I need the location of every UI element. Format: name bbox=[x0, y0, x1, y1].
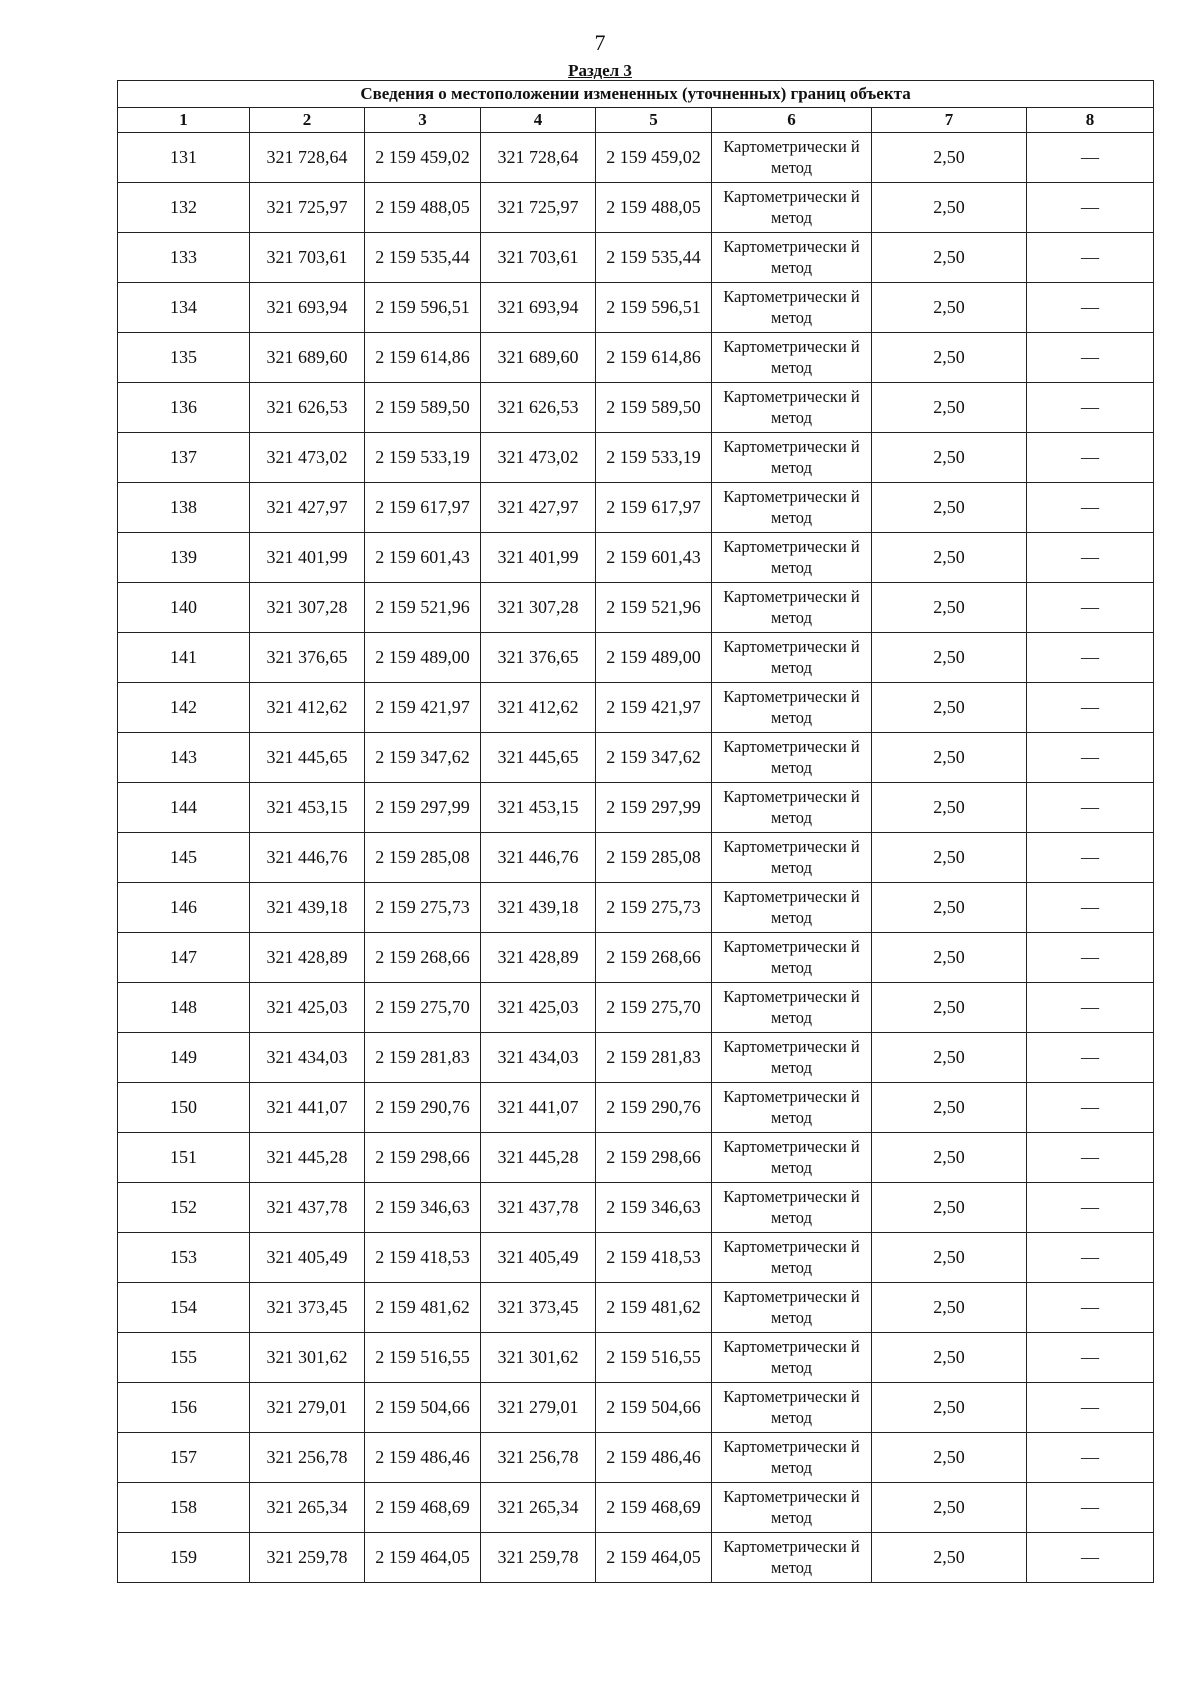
description-cell: — bbox=[1027, 1433, 1154, 1483]
accuracy-cell: 2,50 bbox=[872, 1433, 1027, 1483]
coordinates-table bbox=[117, 80, 1154, 1583]
accuracy-cell: 2,50 bbox=[872, 783, 1027, 833]
point-number-cell: 143 bbox=[118, 733, 250, 783]
accuracy-cell: 2,50 bbox=[872, 1283, 1027, 1333]
accuracy-cell: 2,50 bbox=[872, 683, 1027, 733]
description-cell: — bbox=[1027, 133, 1154, 183]
column-number: 2 bbox=[250, 108, 365, 133]
new-y-cell: 2 159 421,97 bbox=[596, 683, 712, 733]
old-x-cell: 321 256,78 bbox=[250, 1433, 365, 1483]
description-cell: — bbox=[1027, 683, 1154, 733]
description-cell: — bbox=[1027, 183, 1154, 233]
old-y-cell: 2 159 535,44 bbox=[365, 233, 481, 283]
new-x-cell: 321 307,28 bbox=[481, 583, 596, 633]
new-x-cell: 321 412,62 bbox=[481, 683, 596, 733]
new-y-cell: 2 159 481,62 bbox=[596, 1283, 712, 1333]
method-cell: Картометрически й метод bbox=[712, 633, 872, 683]
accuracy-cell: 2,50 bbox=[872, 1533, 1027, 1583]
new-y-cell: 2 159 297,99 bbox=[596, 783, 712, 833]
description-cell: — bbox=[1027, 533, 1154, 583]
point-number-cell: 142 bbox=[118, 683, 250, 733]
old-x-cell: 321 439,18 bbox=[250, 883, 365, 933]
new-x-cell: 321 453,15 bbox=[481, 783, 596, 833]
point-number-cell: 155 bbox=[118, 1333, 250, 1383]
accuracy-cell: 2,50 bbox=[872, 533, 1027, 583]
accuracy-cell: 2,50 bbox=[872, 883, 1027, 933]
old-y-cell: 2 159 459,02 bbox=[365, 133, 481, 183]
point-number-cell: 131 bbox=[118, 133, 250, 183]
table-row bbox=[118, 1383, 1154, 1433]
new-y-cell: 2 159 459,02 bbox=[596, 133, 712, 183]
new-x-cell: 321 373,45 bbox=[481, 1283, 596, 1333]
method-cell: Картометрически й метод bbox=[712, 183, 872, 233]
new-y-cell: 2 159 617,97 bbox=[596, 483, 712, 533]
old-x-cell: 321 693,94 bbox=[250, 283, 365, 333]
old-x-cell: 321 728,64 bbox=[250, 133, 365, 183]
method-cell: Картометрически й метод bbox=[712, 1433, 872, 1483]
accuracy-cell: 2,50 bbox=[872, 583, 1027, 633]
method-cell: Картометрически й метод bbox=[712, 383, 872, 433]
table-row bbox=[118, 933, 1154, 983]
new-x-cell: 321 405,49 bbox=[481, 1233, 596, 1283]
accuracy-cell: 2,50 bbox=[872, 183, 1027, 233]
new-y-cell: 2 159 488,05 bbox=[596, 183, 712, 233]
description-cell: — bbox=[1027, 733, 1154, 783]
table-row bbox=[118, 533, 1154, 583]
method-cell: Картометрически й метод bbox=[712, 683, 872, 733]
new-y-cell: 2 159 275,70 bbox=[596, 983, 712, 1033]
new-x-cell: 321 428,89 bbox=[481, 933, 596, 983]
old-x-cell: 321 376,65 bbox=[250, 633, 365, 683]
point-number-cell: 151 bbox=[118, 1133, 250, 1183]
new-x-cell: 321 256,78 bbox=[481, 1433, 596, 1483]
method-cell: Картометрически й метод bbox=[712, 783, 872, 833]
accuracy-cell: 2,50 bbox=[872, 1383, 1027, 1433]
old-x-cell: 321 703,61 bbox=[250, 233, 365, 283]
old-x-cell: 321 725,97 bbox=[250, 183, 365, 233]
new-y-cell: 2 159 489,00 bbox=[596, 633, 712, 683]
description-cell: — bbox=[1027, 1283, 1154, 1333]
description-cell: — bbox=[1027, 333, 1154, 383]
method-cell: Картометрически й метод bbox=[712, 1183, 872, 1233]
table-row bbox=[118, 133, 1154, 183]
method-cell: Картометрически й метод bbox=[712, 833, 872, 883]
table-caption: Сведения о местоположении измененных (уточненных) границ объекта bbox=[118, 81, 1154, 108]
column-number: 7 bbox=[872, 108, 1027, 133]
accuracy-cell: 2,50 bbox=[872, 133, 1027, 183]
point-number-cell: 145 bbox=[118, 833, 250, 883]
description-cell: — bbox=[1027, 1183, 1154, 1233]
new-x-cell: 321 434,03 bbox=[481, 1033, 596, 1083]
new-y-cell: 2 159 464,05 bbox=[596, 1533, 712, 1583]
new-x-cell: 321 279,01 bbox=[481, 1383, 596, 1433]
point-number-cell: 153 bbox=[118, 1233, 250, 1283]
accuracy-cell: 2,50 bbox=[872, 1183, 1027, 1233]
table-row bbox=[118, 233, 1154, 283]
accuracy-cell: 2,50 bbox=[872, 633, 1027, 683]
old-y-cell: 2 159 468,69 bbox=[365, 1483, 481, 1533]
table-row bbox=[118, 1433, 1154, 1483]
method-cell: Картометрически й метод bbox=[712, 883, 872, 933]
method-cell: Картометрически й метод bbox=[712, 1333, 872, 1383]
old-y-cell: 2 159 617,97 bbox=[365, 483, 481, 533]
point-number-cell: 137 bbox=[118, 433, 250, 483]
description-cell: — bbox=[1027, 883, 1154, 933]
old-x-cell: 321 434,03 bbox=[250, 1033, 365, 1083]
table-row bbox=[118, 633, 1154, 683]
old-x-cell: 321 265,34 bbox=[250, 1483, 365, 1533]
point-number-cell: 141 bbox=[118, 633, 250, 683]
accuracy-cell: 2,50 bbox=[872, 333, 1027, 383]
accuracy-cell: 2,50 bbox=[872, 1133, 1027, 1183]
method-cell: Картометрически й метод bbox=[712, 233, 872, 283]
accuracy-cell: 2,50 bbox=[872, 1033, 1027, 1083]
old-y-cell: 2 159 488,05 bbox=[365, 183, 481, 233]
old-x-cell: 321 689,60 bbox=[250, 333, 365, 383]
new-x-cell: 321 401,99 bbox=[481, 533, 596, 583]
method-cell: Картометрически й метод bbox=[712, 1033, 872, 1083]
old-x-cell: 321 446,76 bbox=[250, 833, 365, 883]
point-number-cell: 132 bbox=[118, 183, 250, 233]
description-cell: — bbox=[1027, 933, 1154, 983]
new-y-cell: 2 159 468,69 bbox=[596, 1483, 712, 1533]
old-x-cell: 321 301,62 bbox=[250, 1333, 365, 1383]
old-x-cell: 321 405,49 bbox=[250, 1233, 365, 1283]
method-cell: Картометрически й метод bbox=[712, 1233, 872, 1283]
old-y-cell: 2 159 281,83 bbox=[365, 1033, 481, 1083]
old-y-cell: 2 159 533,19 bbox=[365, 433, 481, 483]
point-number-cell: 134 bbox=[118, 283, 250, 333]
column-number-row bbox=[118, 108, 1154, 133]
description-cell: — bbox=[1027, 983, 1154, 1033]
table-row bbox=[118, 1133, 1154, 1183]
point-number-cell: 135 bbox=[118, 333, 250, 383]
point-number-cell: 156 bbox=[118, 1383, 250, 1433]
table-row bbox=[118, 1533, 1154, 1583]
description-cell: — bbox=[1027, 1533, 1154, 1583]
description-cell: — bbox=[1027, 833, 1154, 883]
new-x-cell: 321 473,02 bbox=[481, 433, 596, 483]
table-row bbox=[118, 883, 1154, 933]
old-y-cell: 2 159 516,55 bbox=[365, 1333, 481, 1383]
new-x-cell: 321 441,07 bbox=[481, 1083, 596, 1133]
table-row bbox=[118, 783, 1154, 833]
method-cell: Картометрически й метод bbox=[712, 1533, 872, 1583]
old-x-cell: 321 445,65 bbox=[250, 733, 365, 783]
new-x-cell: 321 445,65 bbox=[481, 733, 596, 783]
old-y-cell: 2 159 298,66 bbox=[365, 1133, 481, 1183]
point-number-cell: 157 bbox=[118, 1433, 250, 1483]
new-x-cell: 321 265,34 bbox=[481, 1483, 596, 1533]
old-y-cell: 2 159 589,50 bbox=[365, 383, 481, 433]
old-y-cell: 2 159 285,08 bbox=[365, 833, 481, 883]
accuracy-cell: 2,50 bbox=[872, 1483, 1027, 1533]
new-y-cell: 2 159 281,83 bbox=[596, 1033, 712, 1083]
accuracy-cell: 2,50 bbox=[872, 833, 1027, 883]
old-y-cell: 2 159 614,86 bbox=[365, 333, 481, 383]
table-row bbox=[118, 1283, 1154, 1333]
method-cell: Картометрически й метод bbox=[712, 1083, 872, 1133]
description-cell: — bbox=[1027, 1083, 1154, 1133]
accuracy-cell: 2,50 bbox=[872, 233, 1027, 283]
new-y-cell: 2 159 285,08 bbox=[596, 833, 712, 883]
description-cell: — bbox=[1027, 633, 1154, 683]
old-y-cell: 2 159 504,66 bbox=[365, 1383, 481, 1433]
method-cell: Картометрически й метод bbox=[712, 1283, 872, 1333]
new-y-cell: 2 159 521,96 bbox=[596, 583, 712, 633]
table-row bbox=[118, 1333, 1154, 1383]
method-cell: Картометрически й метод bbox=[712, 1483, 872, 1533]
description-cell: — bbox=[1027, 433, 1154, 483]
new-x-cell: 321 626,53 bbox=[481, 383, 596, 433]
new-y-cell: 2 159 601,43 bbox=[596, 533, 712, 583]
description-cell: — bbox=[1027, 383, 1154, 433]
table-row bbox=[118, 333, 1154, 383]
new-y-cell: 2 159 275,73 bbox=[596, 883, 712, 933]
accuracy-cell: 2,50 bbox=[872, 1333, 1027, 1383]
description-cell: — bbox=[1027, 1233, 1154, 1283]
new-y-cell: 2 159 516,55 bbox=[596, 1333, 712, 1383]
new-x-cell: 321 376,65 bbox=[481, 633, 596, 683]
new-x-cell: 321 445,28 bbox=[481, 1133, 596, 1183]
method-cell: Картометрически й метод bbox=[712, 533, 872, 583]
new-x-cell: 321 259,78 bbox=[481, 1533, 596, 1583]
old-x-cell: 321 626,53 bbox=[250, 383, 365, 433]
accuracy-cell: 2,50 bbox=[872, 433, 1027, 483]
old-y-cell: 2 159 290,76 bbox=[365, 1083, 481, 1133]
old-x-cell: 321 445,28 bbox=[250, 1133, 365, 1183]
column-number: 6 bbox=[712, 108, 872, 133]
table-row bbox=[118, 583, 1154, 633]
table-row bbox=[118, 183, 1154, 233]
description-cell: — bbox=[1027, 1033, 1154, 1083]
column-number: 3 bbox=[365, 108, 481, 133]
table-row bbox=[118, 383, 1154, 433]
old-x-cell: 321 437,78 bbox=[250, 1183, 365, 1233]
new-y-cell: 2 159 268,66 bbox=[596, 933, 712, 983]
new-y-cell: 2 159 504,66 bbox=[596, 1383, 712, 1433]
method-cell: Картометрически й метод bbox=[712, 483, 872, 533]
new-y-cell: 2 159 290,76 bbox=[596, 1083, 712, 1133]
old-x-cell: 321 425,03 bbox=[250, 983, 365, 1033]
old-x-cell: 321 373,45 bbox=[250, 1283, 365, 1333]
old-y-cell: 2 159 297,99 bbox=[365, 783, 481, 833]
description-cell: — bbox=[1027, 483, 1154, 533]
point-number-cell: 147 bbox=[118, 933, 250, 983]
point-number-cell: 148 bbox=[118, 983, 250, 1033]
method-cell: Картометрически й метод bbox=[712, 333, 872, 383]
column-number: 1 bbox=[118, 108, 250, 133]
accuracy-cell: 2,50 bbox=[872, 483, 1027, 533]
table-row bbox=[118, 283, 1154, 333]
method-cell: Картометрически й метод bbox=[712, 433, 872, 483]
accuracy-cell: 2,50 bbox=[872, 283, 1027, 333]
old-y-cell: 2 159 601,43 bbox=[365, 533, 481, 583]
old-y-cell: 2 159 489,00 bbox=[365, 633, 481, 683]
accuracy-cell: 2,50 bbox=[872, 1233, 1027, 1283]
old-y-cell: 2 159 521,96 bbox=[365, 583, 481, 633]
old-x-cell: 321 473,02 bbox=[250, 433, 365, 483]
new-x-cell: 321 439,18 bbox=[481, 883, 596, 933]
new-y-cell: 2 159 346,63 bbox=[596, 1183, 712, 1233]
table-row bbox=[118, 1183, 1154, 1233]
old-y-cell: 2 159 596,51 bbox=[365, 283, 481, 333]
old-y-cell: 2 159 268,66 bbox=[365, 933, 481, 983]
table-row bbox=[118, 1233, 1154, 1283]
new-x-cell: 321 703,61 bbox=[481, 233, 596, 283]
point-number-cell: 144 bbox=[118, 783, 250, 833]
old-x-cell: 321 259,78 bbox=[250, 1533, 365, 1583]
description-cell: — bbox=[1027, 233, 1154, 283]
new-x-cell: 321 446,76 bbox=[481, 833, 596, 883]
point-number-cell: 139 bbox=[118, 533, 250, 583]
section-title: Раздел 3 bbox=[568, 61, 632, 80]
new-y-cell: 2 159 347,62 bbox=[596, 733, 712, 783]
new-x-cell: 321 437,78 bbox=[481, 1183, 596, 1233]
table-row bbox=[118, 1483, 1154, 1533]
new-x-cell: 321 689,60 bbox=[481, 333, 596, 383]
description-cell: — bbox=[1027, 1333, 1154, 1383]
description-cell: — bbox=[1027, 1383, 1154, 1433]
point-number-cell: 154 bbox=[118, 1283, 250, 1333]
old-x-cell: 321 441,07 bbox=[250, 1083, 365, 1133]
old-x-cell: 321 279,01 bbox=[250, 1383, 365, 1433]
method-cell: Картометрически й метод bbox=[712, 1383, 872, 1433]
column-number: 4 bbox=[481, 108, 596, 133]
table-row bbox=[118, 833, 1154, 883]
description-cell: — bbox=[1027, 1133, 1154, 1183]
method-cell: Картометрически й метод bbox=[712, 583, 872, 633]
column-number: 8 bbox=[1027, 108, 1154, 133]
page-number: 7 bbox=[594, 30, 606, 55]
old-y-cell: 2 159 418,53 bbox=[365, 1233, 481, 1283]
new-x-cell: 321 301,62 bbox=[481, 1333, 596, 1383]
table-row bbox=[118, 1033, 1154, 1083]
new-x-cell: 321 728,64 bbox=[481, 133, 596, 183]
old-x-cell: 321 412,62 bbox=[250, 683, 365, 733]
method-cell: Картометрически й метод bbox=[712, 283, 872, 333]
table-row bbox=[118, 483, 1154, 533]
accuracy-cell: 2,50 bbox=[872, 733, 1027, 783]
old-y-cell: 2 159 481,62 bbox=[365, 1283, 481, 1333]
description-cell: — bbox=[1027, 583, 1154, 633]
new-y-cell: 2 159 418,53 bbox=[596, 1233, 712, 1283]
old-x-cell: 321 307,28 bbox=[250, 583, 365, 633]
method-cell: Картометрически й метод bbox=[712, 133, 872, 183]
point-number-cell: 159 bbox=[118, 1533, 250, 1583]
old-y-cell: 2 159 486,46 bbox=[365, 1433, 481, 1483]
new-y-cell: 2 159 533,19 bbox=[596, 433, 712, 483]
new-y-cell: 2 159 589,50 bbox=[596, 383, 712, 433]
old-x-cell: 321 428,89 bbox=[250, 933, 365, 983]
old-x-cell: 321 427,97 bbox=[250, 483, 365, 533]
point-number-cell: 150 bbox=[118, 1083, 250, 1133]
new-y-cell: 2 159 535,44 bbox=[596, 233, 712, 283]
point-number-cell: 158 bbox=[118, 1483, 250, 1533]
point-number-cell: 152 bbox=[118, 1183, 250, 1233]
point-number-cell: 140 bbox=[118, 583, 250, 633]
new-y-cell: 2 159 298,66 bbox=[596, 1133, 712, 1183]
new-x-cell: 321 725,97 bbox=[481, 183, 596, 233]
new-x-cell: 321 427,97 bbox=[481, 483, 596, 533]
description-cell: — bbox=[1027, 1483, 1154, 1533]
point-number-cell: 149 bbox=[118, 1033, 250, 1083]
method-cell: Картометрически й метод bbox=[712, 983, 872, 1033]
old-y-cell: 2 159 275,70 bbox=[365, 983, 481, 1033]
method-cell: Картометрически й метод bbox=[712, 1133, 872, 1183]
description-cell: — bbox=[1027, 283, 1154, 333]
old-y-cell: 2 159 346,63 bbox=[365, 1183, 481, 1233]
point-number-cell: 136 bbox=[118, 383, 250, 433]
point-number-cell: 146 bbox=[118, 883, 250, 933]
point-number-cell: 133 bbox=[118, 233, 250, 283]
old-y-cell: 2 159 421,97 bbox=[365, 683, 481, 733]
table-body bbox=[118, 133, 1154, 1583]
new-x-cell: 321 693,94 bbox=[481, 283, 596, 333]
old-y-cell: 2 159 275,73 bbox=[365, 883, 481, 933]
new-y-cell: 2 159 486,46 bbox=[596, 1433, 712, 1483]
table-row bbox=[118, 733, 1154, 783]
table-row bbox=[118, 983, 1154, 1033]
accuracy-cell: 2,50 bbox=[872, 983, 1027, 1033]
method-cell: Картометрически й метод bbox=[712, 733, 872, 783]
new-y-cell: 2 159 614,86 bbox=[596, 333, 712, 383]
table-row bbox=[118, 433, 1154, 483]
old-x-cell: 321 401,99 bbox=[250, 533, 365, 583]
old-x-cell: 321 453,15 bbox=[250, 783, 365, 833]
table-row bbox=[118, 683, 1154, 733]
method-cell: Картометрически й метод bbox=[712, 933, 872, 983]
accuracy-cell: 2,50 bbox=[872, 383, 1027, 433]
old-y-cell: 2 159 464,05 bbox=[365, 1533, 481, 1583]
table-row bbox=[118, 1083, 1154, 1133]
accuracy-cell: 2,50 bbox=[872, 933, 1027, 983]
accuracy-cell: 2,50 bbox=[872, 1083, 1027, 1133]
point-number-cell: 138 bbox=[118, 483, 250, 533]
description-cell: — bbox=[1027, 783, 1154, 833]
new-y-cell: 2 159 596,51 bbox=[596, 283, 712, 333]
old-y-cell: 2 159 347,62 bbox=[365, 733, 481, 783]
column-number: 5 bbox=[596, 108, 712, 133]
new-x-cell: 321 425,03 bbox=[481, 983, 596, 1033]
